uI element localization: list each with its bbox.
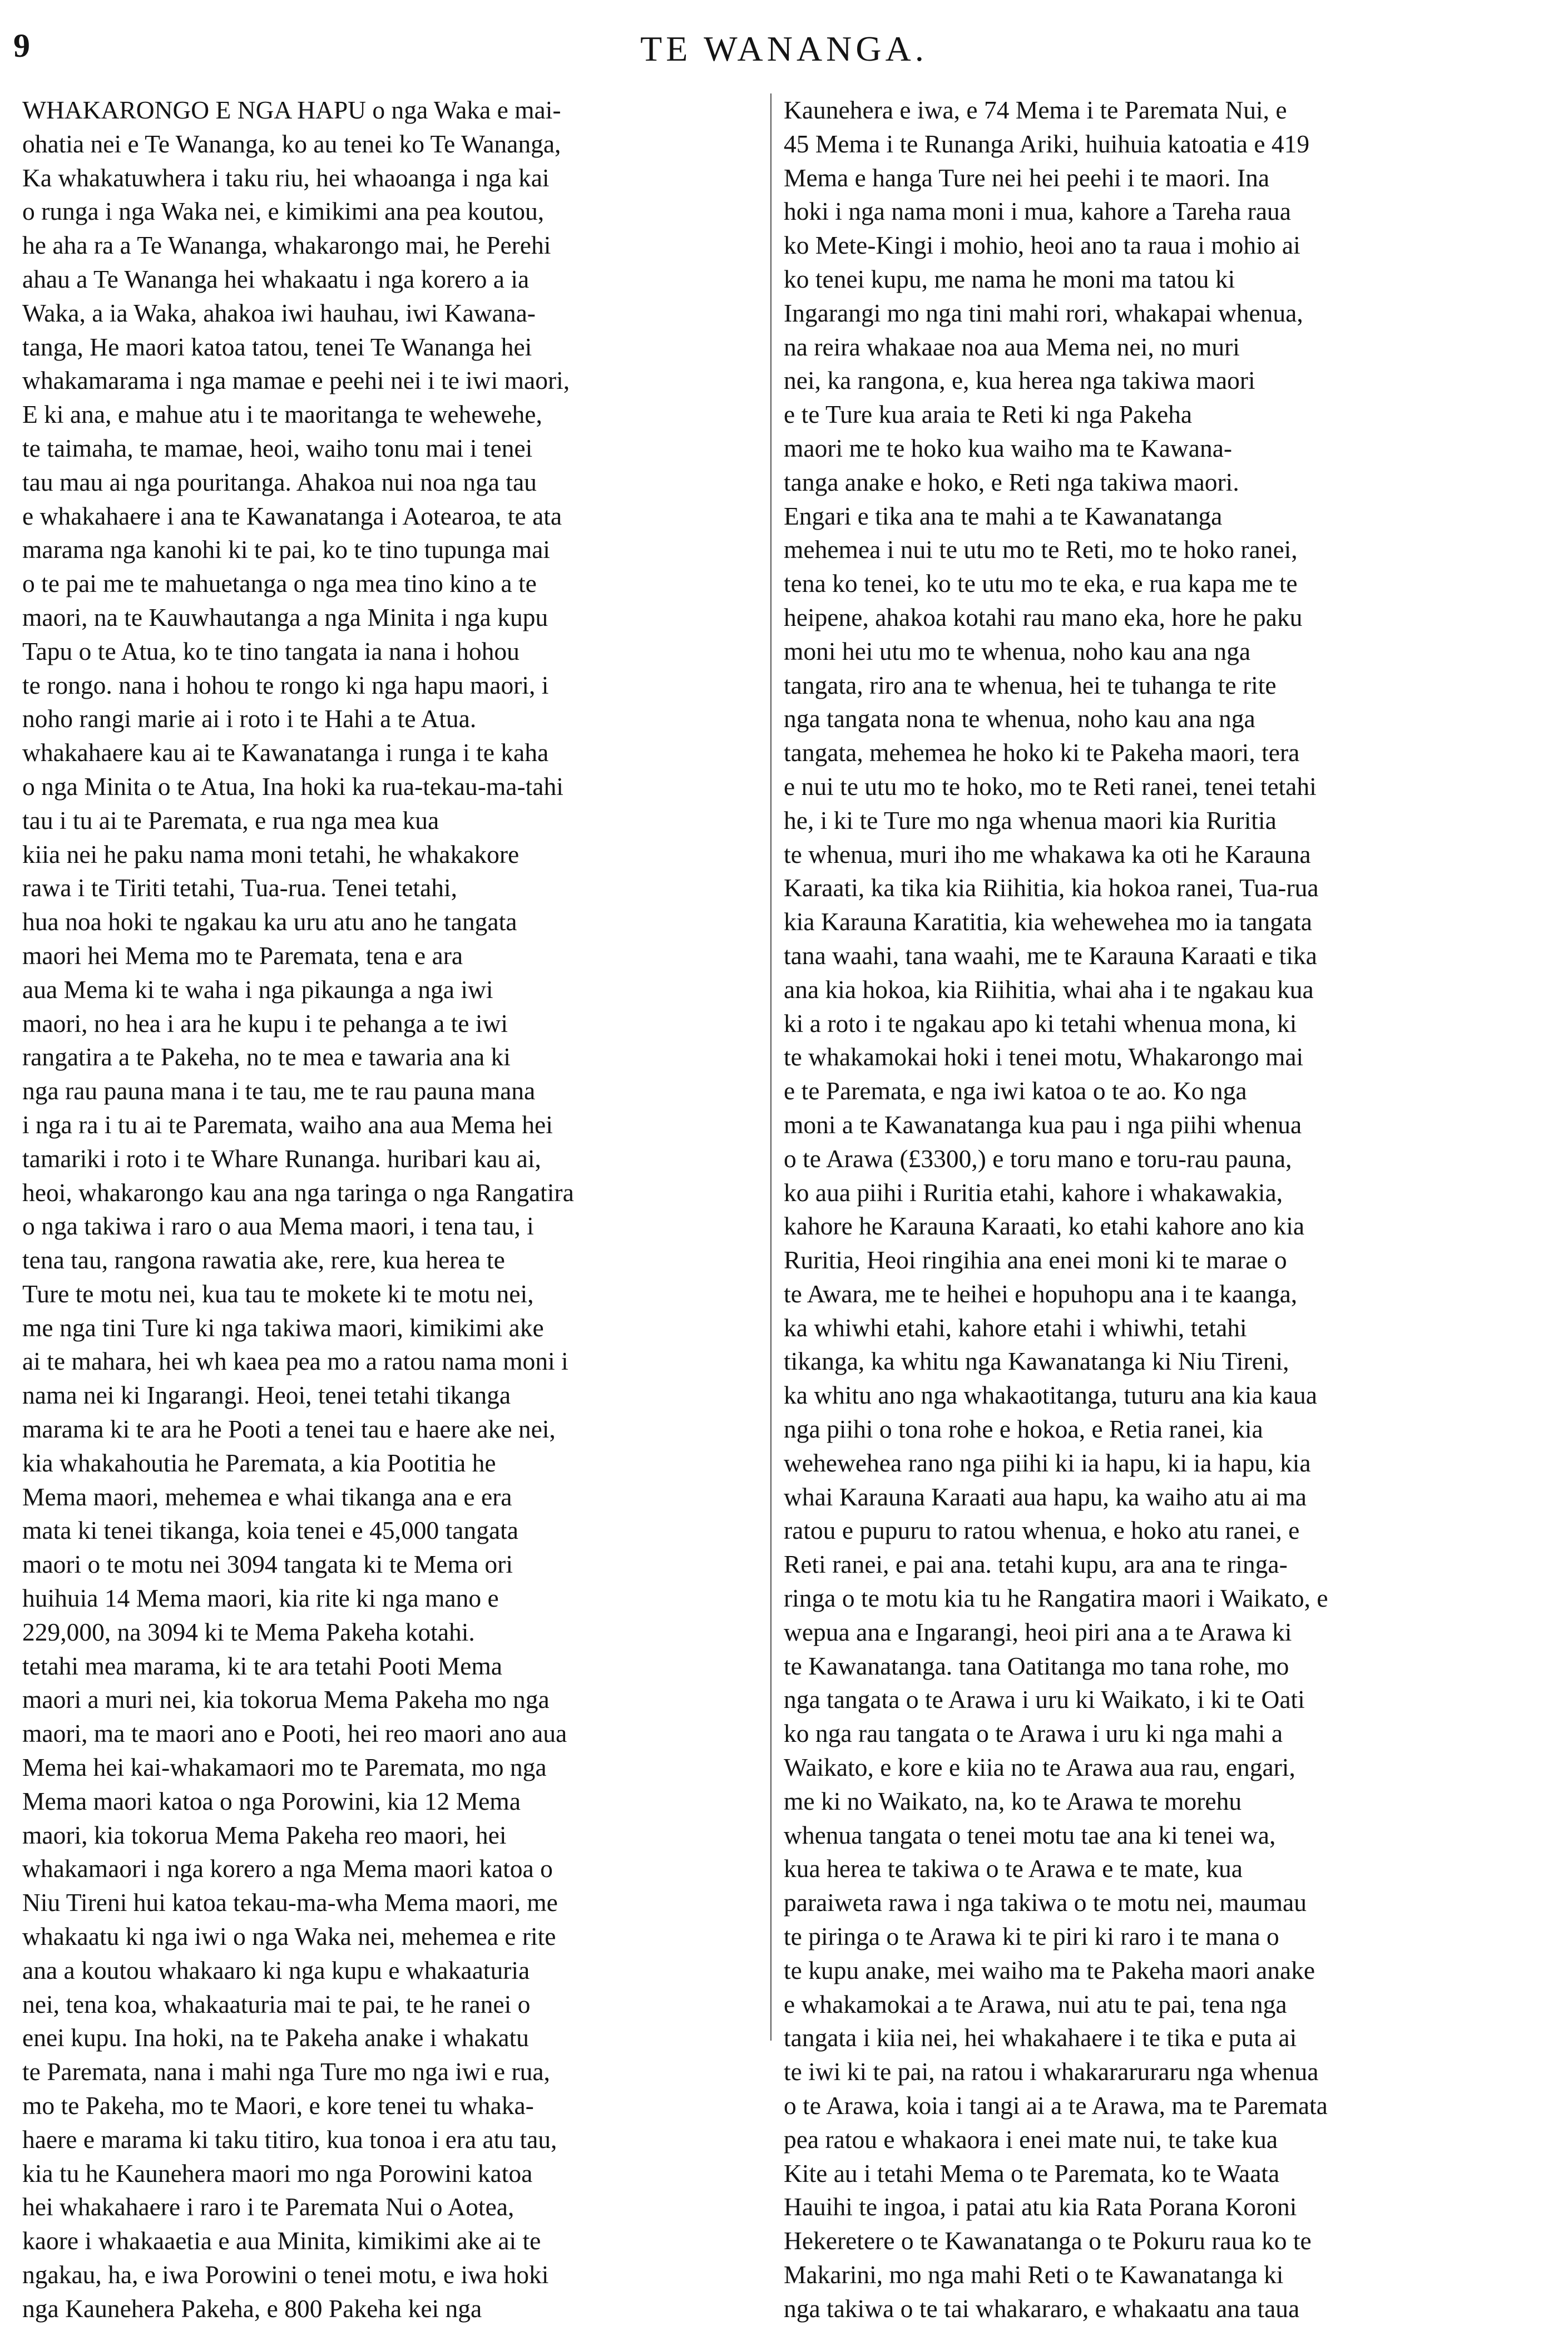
text-line: kua herea te takiwa o te Arawa e te mate, kua [784, 1854, 1243, 1883]
text-line: pea ratou e whakaora i enei mate nui, te take kua [784, 2125, 1278, 2154]
text-line: Hauihi te ingoa, i patai atu kia Rata Porana Koroni [784, 2192, 1297, 2221]
text-line: hei whakahaere i raro i te Paremata Nui o Aotea, [22, 2192, 515, 2221]
text-line: e nui te utu mo te hoko, mo te Reti ranei, tenei tetahi [784, 772, 1317, 801]
text-line: ka whitu ano nga whakaotitanga, tuturu ana kia kaua [784, 1381, 1317, 1410]
text-line: ahau a Te Wananga hei whakaatu i nga korero a ia [22, 264, 530, 293]
text-line: ana kia hokoa, kia Riihitia, whai aha i te ngakau kua [784, 975, 1314, 1004]
text-line: WHAKARONGO E NGA HAPU o nga Waka e mai- [22, 96, 561, 124]
text-line: noho rangi marie ai i roto i te Hahi a te Atua. [22, 704, 477, 733]
text-line: tau i tu ai te Paremata, e rua nga mea kua [22, 806, 439, 834]
text-line: whakahaere kau ai te Kawanatanga i runga i te kaha [22, 738, 549, 767]
text-line: marama nga kanohi ki te pai, ko te tino tupunga mai [22, 535, 550, 564]
text-line: o te pai me te mahuetanga o nga mea tino kino a te [22, 569, 537, 598]
text-line: ana a koutou whakaaro ki nga kupu e whakaaturia [22, 1955, 530, 1984]
text-line: ki a roto i te ngakau apo ki tetahi whenua mona, ki [784, 1009, 1297, 1038]
text-line: i nga ra i tu ai te Paremata, waiho ana aua Mema hei [22, 1110, 553, 1139]
text-line: nga tangata o te Arawa i uru ki Waikato, i ki te Oati [784, 1685, 1305, 1714]
text-line: Kite au i tetahi Mema o te Paremata, ko te Waata [784, 2159, 1280, 2187]
text-line: Mema maori katoa o nga Porowini, kia 12 Mema [22, 1786, 521, 1815]
text-line: e whakahaere i ana te Kawanatanga i Aotearoa, te ata [22, 501, 562, 530]
text-line: Ingarangi mo nga tini mahi rori, whakapai whenua, [784, 298, 1303, 327]
text-line: te taimaha, te mamae, heoi, waiho tonu mai i tenei [22, 433, 533, 462]
text-line: Mema e hanga Ture nei hei peehi i te maori. Ina [784, 163, 1270, 192]
text-line: maori o te motu nei 3094 tangata ki te Mema ori [22, 1550, 513, 1579]
text-line: ohatia nei e Te Wananga, ko au tenei ko Te Wananga, [22, 129, 561, 158]
text-line: nga takiwa o te tai whakararo, e whakaatu ana taua [784, 2294, 1300, 2323]
text-line: 229,000, na 3094 ki te Mema Pakeha kotahi. [22, 1617, 475, 1646]
text-line: rawa i te Tiriti tetahi, Tua-rua. Tenei tetahi, [22, 873, 457, 902]
text-line: maori a muri nei, kia tokorua Mema Pakeha mo nga [22, 1685, 550, 1714]
text-line: tikanga, ka whitu nga Kawanatanga ki Niu Tireni, [784, 1347, 1289, 1376]
text-line: heipene, ahakoa kotahi rau mano eka, hore he paku [784, 603, 1303, 631]
text-line: Kaunehera e iwa, e 74 Mema i te Paremata Nui, e [784, 96, 1287, 124]
text-line: Mema hei kai-whakamaori mo te Paremata, mo nga [22, 1753, 547, 1782]
text-line: Waikato, e kore e kiia no te Arawa aua rau, engari, [784, 1753, 1295, 1782]
text-line: ko nga rau tangata o te Arawa i uru ki nga mahi a [784, 1719, 1283, 1748]
text-line: maori, na te Kauwhautanga a nga Minita i nga kupu [22, 603, 548, 631]
text-line: Mema maori, mehemea e whai tikanga ana e era [22, 1482, 512, 1511]
text-line: nga Kaunehera Pakeha, e 800 Pakeha kei nga [22, 2294, 482, 2323]
text-line: maori, ma te maori ano e Pooti, hei reo maori ano aua [22, 1719, 567, 1748]
text-line: kia tu he Kaunehera maori mo nga Porowini katoa [22, 2159, 533, 2187]
text-line: ko aua piihi i Ruritia etahi, kahore i whakawakia, [784, 1178, 1283, 1207]
text-line: Niu Tireni hui katoa tekau-ma-wha Mema maori, me [22, 1888, 558, 1917]
text-line: mata ki tenei tikanga, koia tenei e 45,000 tangata [22, 1516, 518, 1545]
text-line: e te Paremata, e nga iwi katoa o te ao. Ko nga [784, 1076, 1247, 1105]
text-line: tangata, mehemea he hoko ki te Pakeha maori, tera [784, 738, 1300, 767]
text-line: ringa o te motu kia tu he Rangatira maori i Waikato, e [784, 1584, 1328, 1613]
text-line: enei kupu. Ina hoki, na te Pakeha anake i whakatu [22, 2023, 529, 2052]
text-line: he aha ra a Te Wananga, whakarongo mai, he Perehi [22, 231, 551, 260]
text-line: te whakamokai hoki i tenei motu, Whakarongo mai [784, 1043, 1304, 1071]
text-line: wehewehea rano nga piihi ki ia hapu, ki ia hapu, kia [784, 1448, 1311, 1477]
text-line: na reira whakaae noa aua Mema nei, no muri [784, 332, 1240, 361]
page-number: 9 [13, 27, 30, 64]
text-line: e te Ture kua araia te Reti ki nga Pakeha [784, 400, 1193, 429]
text-line: paraiweta rawa i nga takiwa o te motu nei, maumau [784, 1888, 1307, 1917]
text-line: ko Mete-Kingi i mohio, heoi ano ta raua i mohio ai [784, 231, 1300, 260]
text-line: te piringa o te Arawa ki te piri ki raro i te mana o [784, 1922, 1279, 1951]
text-line: nei, ka rangona, e, kua herea nga takiwa maori [784, 366, 1255, 395]
text-line: tamariki i roto i te Whare Runanga. huribari kau ai, [22, 1144, 541, 1173]
text-line: nga rau pauna mana i te tau, me te rau pauna mana [22, 1076, 536, 1105]
text-line: o runga i nga Waka nei, e kimikimi ana pea koutou, [22, 197, 545, 226]
text-line: E ki ana, e mahue atu i te maoritanga te wehewehe, [22, 400, 542, 429]
text-line: Engari e tika ana te mahi a te Kawanatanga [784, 501, 1223, 530]
text-line: Makarini, mo nga mahi Reti o te Kawanatanga ki [784, 2260, 1284, 2289]
text-line: nama nei ki Ingarangi. Heoi, tenei tetahi tikanga [22, 1381, 511, 1410]
text-line: maori, no hea i ara he kupu i te pehanga a te iwi [22, 1009, 508, 1038]
text-line: moni hei utu mo te whenua, noho kau ana nga [784, 636, 1251, 665]
text-line: mehemea i nui te utu mo te Reti, mo te hoko ranei, [784, 535, 1298, 564]
masthead-title: TE WANANGA. [640, 29, 928, 68]
text-line: tanga anake e hoko, e Reti nga takiwa maori. [784, 467, 1239, 496]
text-line: haere e marama ki taku titiro, kua tonoa i era atu tau, [22, 2125, 557, 2154]
text-line: ko tenei kupu, me nama he moni ma tatou ki [784, 264, 1235, 293]
text-line: Waka, a ia Waka, ahakoa iwi hauhau, iwi Kawana- [22, 298, 536, 327]
text-line: aua Mema ki te waha i nga pikaunga a nga iwi [22, 975, 493, 1004]
text-line: whai Karauna Karaati aua hapu, ka waiho atu ai ma [784, 1482, 1307, 1511]
text-line: o nga Minita o te Atua, Ina hoki ka rua-tekau-ma-tahi [22, 772, 563, 801]
right-column [784, 93, 1529, 2323]
text-line: te Kawanatanga. tana Oatitanga mo tana rohe, mo [784, 1651, 1289, 1680]
text-line: te kupu anake, mei waiho ma te Pakeha maori anake [784, 1955, 1315, 1984]
text-line: whenua tangata o tenei motu tae ana ki tenei wa, [784, 1820, 1276, 1849]
text-line: te Paremata, nana i mahi nga Ture mo nga iwi e rua, [22, 2057, 550, 2086]
text-line: huihuia 14 Mema maori, kia rite ki nga mano e [22, 1584, 499, 1613]
text-line: Hekeretere o te Kawanatanga o te Pokuru raua ko te [784, 2226, 1312, 2255]
text-line: maori hei Mema mo te Paremata, tena e ara [22, 941, 463, 970]
text-line: tau mau ai nga pouritanga. Ahakoa nui noa nga tau [22, 467, 537, 496]
text-line: Karaati, ka tika kia Riihitia, kia hokoa ranei, Tua-rua [784, 873, 1319, 902]
text-line: maori, kia tokorua Mema Pakeha reo maori, hei [22, 1820, 507, 1849]
text-line: me nga tini Ture ki nga takiwa maori, kimikimi ake [22, 1313, 544, 1342]
text-line: he, i ki te Ture mo nga whenua maori kia Ruritia [784, 806, 1277, 834]
text-line: hua noa hoki te ngakau ka uru atu ano he tangata [22, 907, 517, 936]
text-line: whakamaori i nga korero a nga Mema maori katoa o [22, 1854, 553, 1883]
text-line: tanga, He maori katoa tatou, tenei Te Wananga hei [22, 332, 532, 361]
text-line: marama ki te ara he Pooti a tenei tau e haere ake nei, [22, 1415, 556, 1444]
text-line: te rongo. nana i hohou te rongo ki nga hapu maori, i [22, 670, 549, 699]
text-line: nga piihi o tona rohe e hokoa, e Retia ranei, kia [784, 1415, 1263, 1444]
text-line: ai te mahara, hei wh kaea pea mo a ratou nama moni i [22, 1347, 568, 1376]
text-line: moni a te Kawanatanga kua pau i nga piihi whenua [784, 1110, 1302, 1139]
text-line: kiia nei he paku nama moni tetahi, he whakakore [22, 839, 520, 868]
text-line: tetahi mea marama, ki te ara tetahi Pooti Mema [22, 1651, 502, 1680]
text-line: nei, tena koa, whakaaturia mai te pai, te he ranei o [22, 1989, 531, 2018]
text-line: te Awara, me te heihei e hopuhopu ana i te kaanga, [784, 1279, 1298, 1308]
text-line: o te Arawa, koia i tangi ai a te Arawa, ma te Paremata [784, 2091, 1328, 2120]
text-line: ngakau, ha, e iwa Porowini o tenei motu, e iwa hoki [22, 2260, 549, 2289]
text-line: heoi, whakarongo kau ana nga taringa o nga Rangatira [22, 1178, 574, 1207]
text-line: 45 Mema i te Runanga Ariki, huihuia katoatia e 419 [784, 129, 1310, 158]
text-line: kia whakahoutia he Paremata, a kia Pootitia he [22, 1448, 496, 1477]
text-line: kahore he Karauna Karaati, ko etahi kahore ano kia [784, 1212, 1305, 1241]
text-line: Ruritia, Heoi ringihia ana enei moni ki te marae o [784, 1246, 1287, 1275]
text-line: tana waahi, tana waahi, me te Karauna Karaati e tika [784, 941, 1317, 970]
text-line: te iwi ki te pai, na ratou i whakararuraru nga whenua [784, 2057, 1319, 2086]
text-line: ka whiwhi etahi, kahore etahi i whiwhi, tetahi [784, 1313, 1247, 1342]
left-column [22, 93, 768, 2323]
text-line: Ture te motu nei, kua tau te mokete ki te motu nei, [22, 1279, 534, 1308]
text-line: Ka whakatuwhera i taku riu, hei whaoanga i nga kai [22, 163, 550, 192]
text-line: tangata, riro ana te whenua, hei te tuhanga te rite [784, 670, 1277, 699]
text-line: hoki i nga nama moni i mua, kahore a Tareha raua [784, 197, 1291, 226]
text-line: tangata i kiia nei, hei whakahaere i te tika e puta ai [784, 2023, 1297, 2052]
text-line: o te Arawa (£3300,) e toru mano e toru-rau pauna, [784, 1144, 1292, 1173]
text-line: kaore i whakaaetia e aua Minita, kimikimi ake ai te [22, 2226, 541, 2255]
text-line: whakaatu ki nga iwi o nga Waka nei, mehemea e rite [22, 1922, 556, 1951]
text-line: wepua ana e Ingarangi, heoi piri ana a te Arawa ki [784, 1617, 1292, 1646]
text-line: nga tangata nona te whenua, noho kau ana nga [784, 704, 1255, 733]
text-line: whakamarama i nga mamae e peehi nei i te iwi maori, [22, 366, 570, 395]
text-line: mo te Pakeha, mo te Maori, e kore tenei tu whaka- [22, 2091, 534, 2120]
column-rule [770, 93, 771, 2041]
text-line: Reti ranei, e pai ana. tetahi kupu, ara ana te ringa- [784, 1550, 1288, 1579]
text-line: maori me te hoko kua waiho ma te Kawana- [784, 433, 1233, 462]
text-line: tena ko tenei, ko te utu mo te eka, e rua kapa me te [784, 569, 1298, 598]
text-line: Tapu o te Atua, ko te tino tangata ia nana i hohou [22, 636, 520, 665]
text-line: e whakamokai a te Arawa, nui atu te pai, tena nga [784, 1989, 1287, 2018]
text-line: o nga takiwa i raro o aua Mema maori, i tena tau, i [22, 1212, 534, 1241]
text-line: tena tau, rangona rawatia ake, rere, kua herea te [22, 1246, 505, 1275]
text-line: rangatira a te Pakeha, no te mea e tawaria ana ki [22, 1043, 511, 1071]
text-line: kia Karauna Karatitia, kia wehewehea mo ia tangata [784, 907, 1312, 936]
text-line: me ki no Waikato, na, ko te Arawa te morehu [784, 1786, 1242, 1815]
text-line: te whenua, muri iho me whakawa ka oti he Karauna [784, 839, 1311, 868]
text-line: ratou e pupuru to ratou whenua, e hoko atu ranei, e [784, 1516, 1300, 1545]
